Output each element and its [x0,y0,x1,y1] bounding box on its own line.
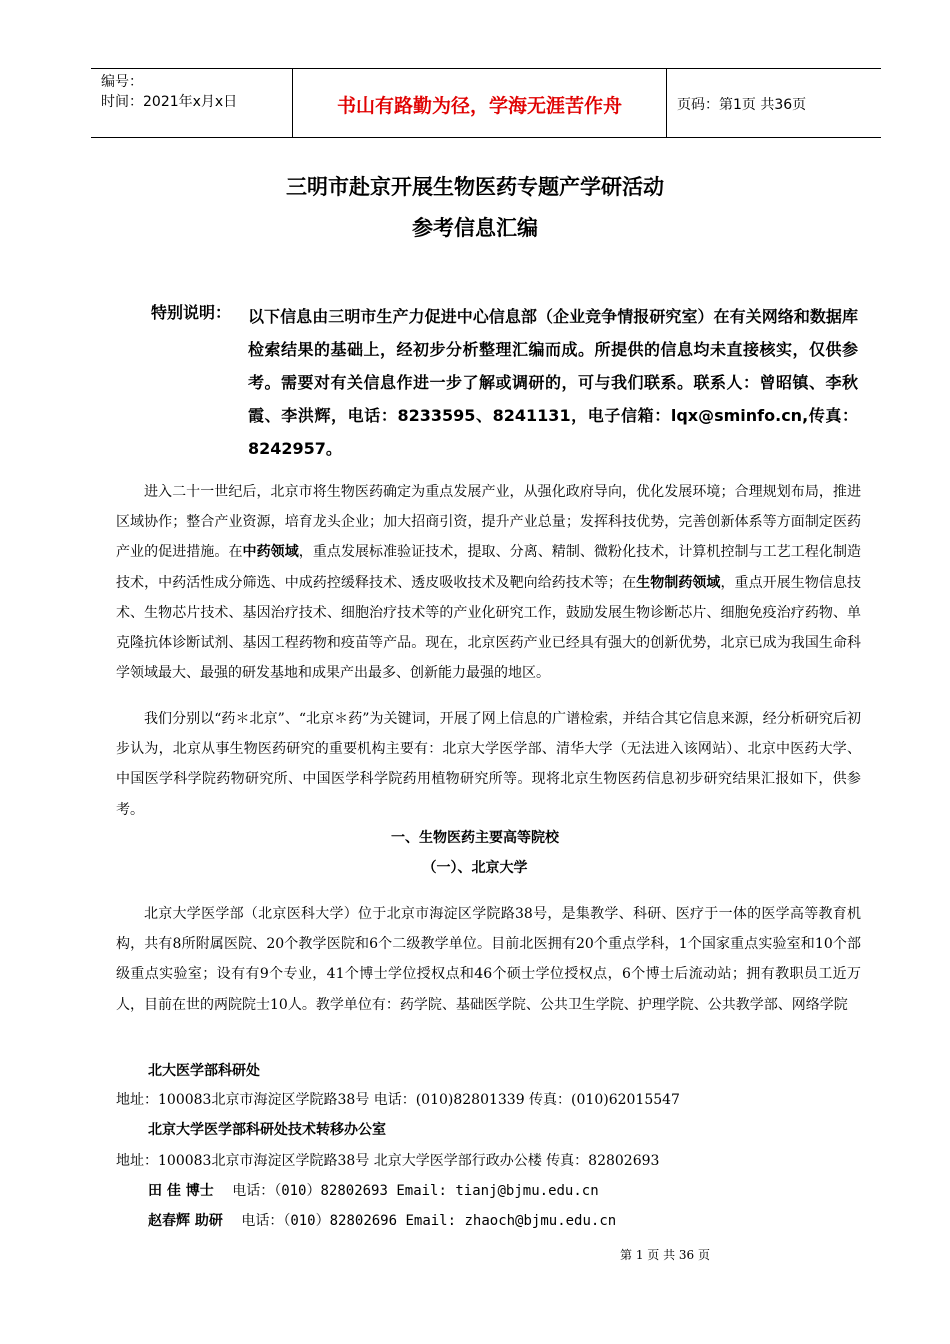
motto: 书山有路勤为径，学海无涯苦作舟 [336,95,622,117]
header-meta-cell [91,69,293,137]
intro-text-d: ，重点开展生物信息技术、生物芯片技术、基因治疗技术、细胞治疗技术等的产业化研究工作，鼓励发展生物诊断芯片、细胞免疫治疗药物、单克隆抗体诊断试剂、基因工程药物和疫苗等产品。现在，北京医药产业已经具有强大的创新优势，北京已成为我国生命科学领域最大、最强的研发基地和成果产出最多、创新能力最强的地区。 [116,574,862,682]
biopharma-field-term: 生物制药领域 [636,574,721,591]
contact-info: 电话：（010）82802696 Email: zhaoch@bjmu.edu.cn [241,1213,617,1229]
tcm-field-term: 中药领域 [242,544,299,561]
note-text: 以下信息由三明市生产力促进中心信息部（企业竞争情报研究室）在有关网络和数据库检索结果的基础上，经初步分析整理汇编而成。所提供的信息均未直接核实，仅供参考。需要对有关信息作进一步了解或调研的，可与我们联系。联系人：曾昭镇、李秋霞、李洪辉，电话：8233595、8241131，电子信箱：lqx@sminfo.cn,传真：8242957。 [248,307,858,458]
page-footer: 第 1 页 共 36 页 [620,1248,710,1262]
doc-subtitle: 参考信息汇编 [412,216,538,240]
intro-text-c: ，重点发展标准验证技术，提取、分离、精制、微粉化技术，计算机控制与工艺工程化制造技术，中药活性成分筛选、中成药控缓释技术、透皮吸收技术及靶向给药技术等；在 [116,544,862,591]
contact-row [148,1180,599,1200]
office1-title: 北大医学部科研处 [148,1063,260,1079]
intro-text-a: 进入二十一世纪后，北京市将生物医药确定为重点发展产业，从强化政府导向，优化发展环境；合理规划布局，推进区域协作；整合产业资源，培育龙头企业；加大招商引资，提升产业总量；发挥科技优势，完善创新体系等方面制定医药产业的促进措施。在 [116,484,861,561]
office2-title: 北京大学医学部科研处技术转移办公室 [148,1122,386,1138]
subsection-heading: （一）、北京大学 [422,860,528,876]
time-label: 时间：2021年x月x日 [101,94,238,110]
header-table [91,68,881,138]
number-label: 编号： [101,74,143,90]
search-paragraph: 我们分别以“药＊北京”、“北京＊药”为关键词，开展了网上信息的广谱检索，并结合其它信息来源，经分析研究后初步认为，北京从事生物医药研究的重要机构主要有：北京大学医学部、清华大学（无法进入该网站）、北京中医药大学、中国医学科学院药物研究所、中国医学科学院药用植物研究所等。现将北京生物医药信息初步研究结果汇报如下，供参考。 [116,711,861,818]
doc-title: 三明市赴京开展生物医药专题产学研活动 [286,175,664,199]
header-page-cell [667,69,881,137]
contact-name: 赵春辉 助研 [148,1213,223,1229]
office2-address: 地址：100083北京市海淀区学院路38号 北京大学医学部行政办公楼 传真：82802693 [116,1153,660,1169]
note-label: 特别说明： [151,303,232,322]
pku-paragraph: 北京大学医学部（北京医科大学）位于北京市海淀区学院路38号，是集教学、科研、医疗于一体的医学高等教育机构，共有8所附属医院、20个教学医院和6个二级教学单位。目前北医拥有20个重点学科，1个国家重点实验室和10个部级重点实验室；设有有9个专业，41个博士学位授权点和46个硕士学位授权点，6个博士后流动站；拥有教职员工近万人，目前在世的两院院士10人。教学单位有：药学院、基础医学院、公共卫生学院、护理学院、公共教学部、网络学院 [116,906,861,1013]
contact-row [148,1210,616,1230]
office1-address: 地址：100083北京市海淀区学院路38号 电话：(010)82801339 传真：(010)62015547 [116,1092,680,1108]
header-motto-cell [293,69,667,137]
contact-info: 电话：（010）82802693 Email: tianj@bjmu.edu.cn [232,1183,599,1199]
contact-name: 田 佳 博士 [148,1183,214,1199]
intro-paragraph [116,477,861,688]
section-heading: 一、生物医药主要高等院校 [391,830,559,846]
page-label: 页码：第1页 共36页 [677,97,807,113]
